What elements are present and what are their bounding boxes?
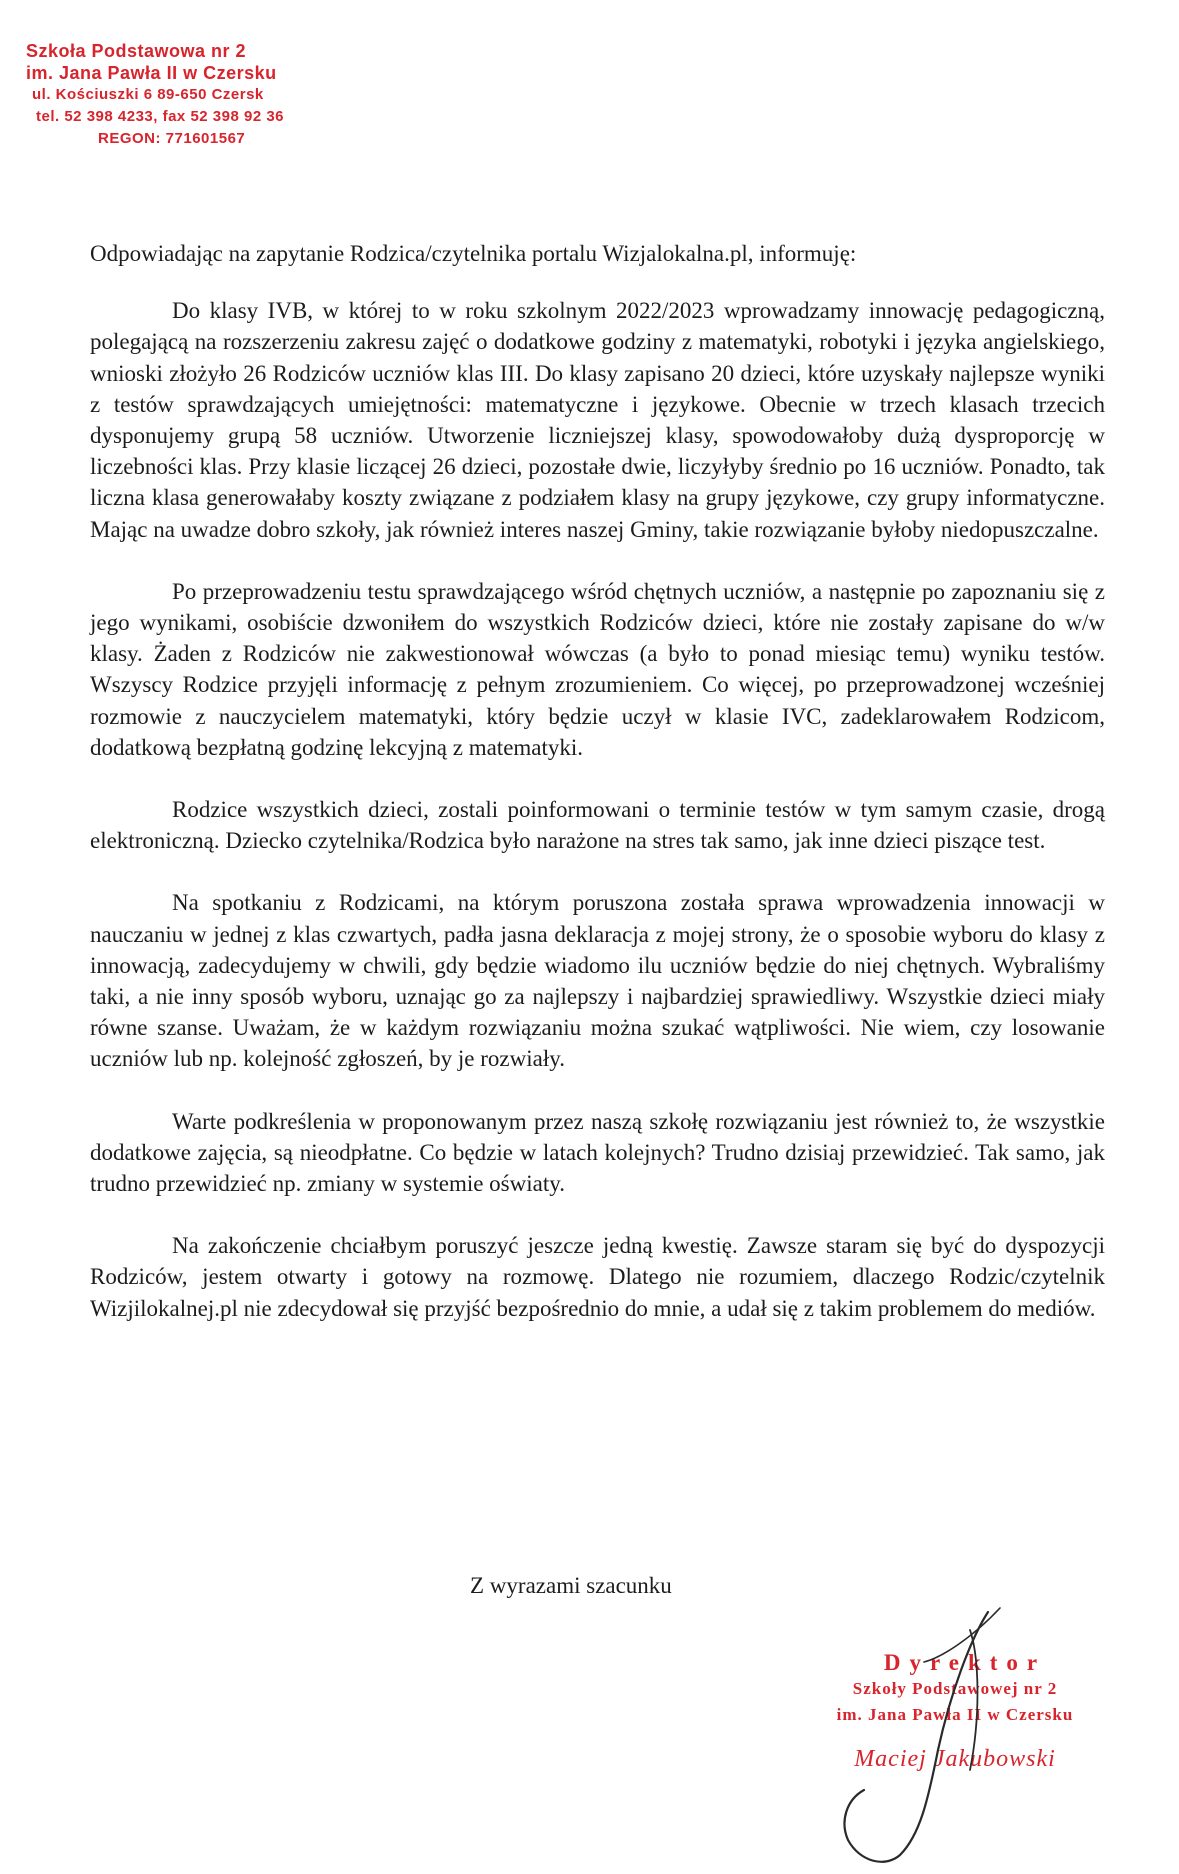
letter-body <box>90 238 1105 1355</box>
school-name: Szkoła Podstawowa nr 2 <box>26 41 247 61</box>
school-patron: im. Jana Pawła II w Czersku <box>26 63 277 83</box>
director-title: Dyrektor <box>883 1650 1047 1675</box>
director-school-line: Szkoły Podstawowej nr 2 <box>852 1679 1058 1698</box>
letter-paragraph-2: Po przeprowadzeniu testu sprawdzającego wśród chętnych uczniów, a następnie po zapoznaniu się z jego wynikami, osobiście dzwoniłem do wszystkich Rodziców dzieci, które nie zostały zapisane do w/w klasy. Żaden z Rodziców nie zakwestionował wówczas (a było to ponad miesiąc temu) wyniku testów. Wszyscy Rodzice przyjęli informację z pełnym zrozumieniem. Co więcej, po przeprowadzonej wcześniej rozmowie z nauczycielem matematyki, który będzie uczył w klasie IVC, zadeklarowałem Rodzicom, dodatkową bezpłatną godzinę lekcyjną z matematyki. <box>90 578 1105 760</box>
letter-paragraph-4: Na spotkaniu z Rodzicami, na którym poruszona została sprawa wprowadzenia innowacji w nauczaniu w jednej z klas czwartych, padła jasna deklaracja z mojej strony, że o sposobie wyboru do klasy z innowacją, zadecydujemy w chwili, gdy będzie wiadomo ilu uczniów będzie do niej chętnych. Wybraliśmy taki, a nie inny sposób wyboru, uznając go za najlepszy i najbardziej sprawiedliwy. Wszystkie dzieci miały równe szanse. Uważam, że w każdym rozwiązaniu można szukać wątpliwości. Nie wiem, czy losowanie uczniów lub np. kolejność zgłoszeń, by je rozwiały. <box>90 890 1105 1072</box>
letter-greeting: Odpowiadając na zapytanie Rodzica/czytelnika portalu Wizjalokalna.pl, informuję: <box>90 241 857 266</box>
handwritten-signature <box>820 1600 1050 1870</box>
letter-closing: Z wyrazami szacunku <box>470 1573 672 1598</box>
letter-paragraph-3: Rodzice wszystkich dzieci, zostali poinformowani o terminie testów w tym samym czasie, drogą elektroniczną. Dziecko czytelnika/Rodzica było narażone na stres tak samo, jak inne dzieci piszące test. <box>90 797 1105 854</box>
school-phone-fax: tel. 52 398 4233, fax 52 398 92 36 <box>36 108 285 125</box>
director-patron-line: im. Jana Pawła II w Czersku <box>836 1705 1074 1724</box>
letter-paragraph-1: Do klasy IVB, w której to w roku szkolnym 2022/2023 wprowadzamy innowację pedagogiczną, polegającą na rozszerzeniu zakresu zajęć o dodatkowe godziny z matematyki, robotyki i języka angielskiego, wnioski złożyło 26 Rodziców uczniów klas III. Do klasy zapisano 20 dzieci, które uzyskały najlepsze wyniki z testów sprawdzających umiejętności: matematyczne i językowe. Obecnie w trzech klasach trzecich dysponujemy grupą 58 uczniów. Utworzenie liczniejszej klasy, spowodowałoby dużą dysproporcję w liczebności klas. Przy klasie liczącej 26 dzieci, pozostałe dwie, liczyłyby średnio po 16 uczniów. Ponadto, tak liczna klasa generowałaby koszty związane z podziałem klasy na grupy językowe, czy grupy informatyczne. Mając na uwadze dobro szkoły, jak również interes naszej Gminy, takie rozwiązanie byłoby niedopuszczalne. <box>90 298 1105 542</box>
director-name: Maciej Jakubowski <box>854 1746 1056 1772</box>
school-regon: REGON: 771601567 <box>98 130 246 147</box>
school-header-stamp <box>26 40 346 150</box>
school-address: ul. Kościuszki 6 89-650 Czersk <box>32 86 264 103</box>
letter-paragraph-5: Warte podkreślenia w proponowanym przez naszą szkołę rozwiązaniu jest również to, że wszystkie dodatkowe zajęcia, są nieodpłatne. Co będzie w latach kolejnych? Trudno dzisiaj przewidzieć. Tak samo, jak trudno przewidzieć np. zmiany w systemie oświaty. <box>90 1108 1105 1197</box>
letter-paragraph-6: Na zakończenie chciałbym poruszyć jeszcze jedną kwestię. Zawsze staram się być do dyspozycji Rodziców, jestem otwarty i gotowy na rozmowę. Dlatego nie rozumiem, dlaczego Rodzic/czytelnik Wizjilokalnej.pl nie zdecydował się przyjść bezpośrednio do mnie, a udał się z takim problemem do mediów. <box>90 1233 1105 1321</box>
